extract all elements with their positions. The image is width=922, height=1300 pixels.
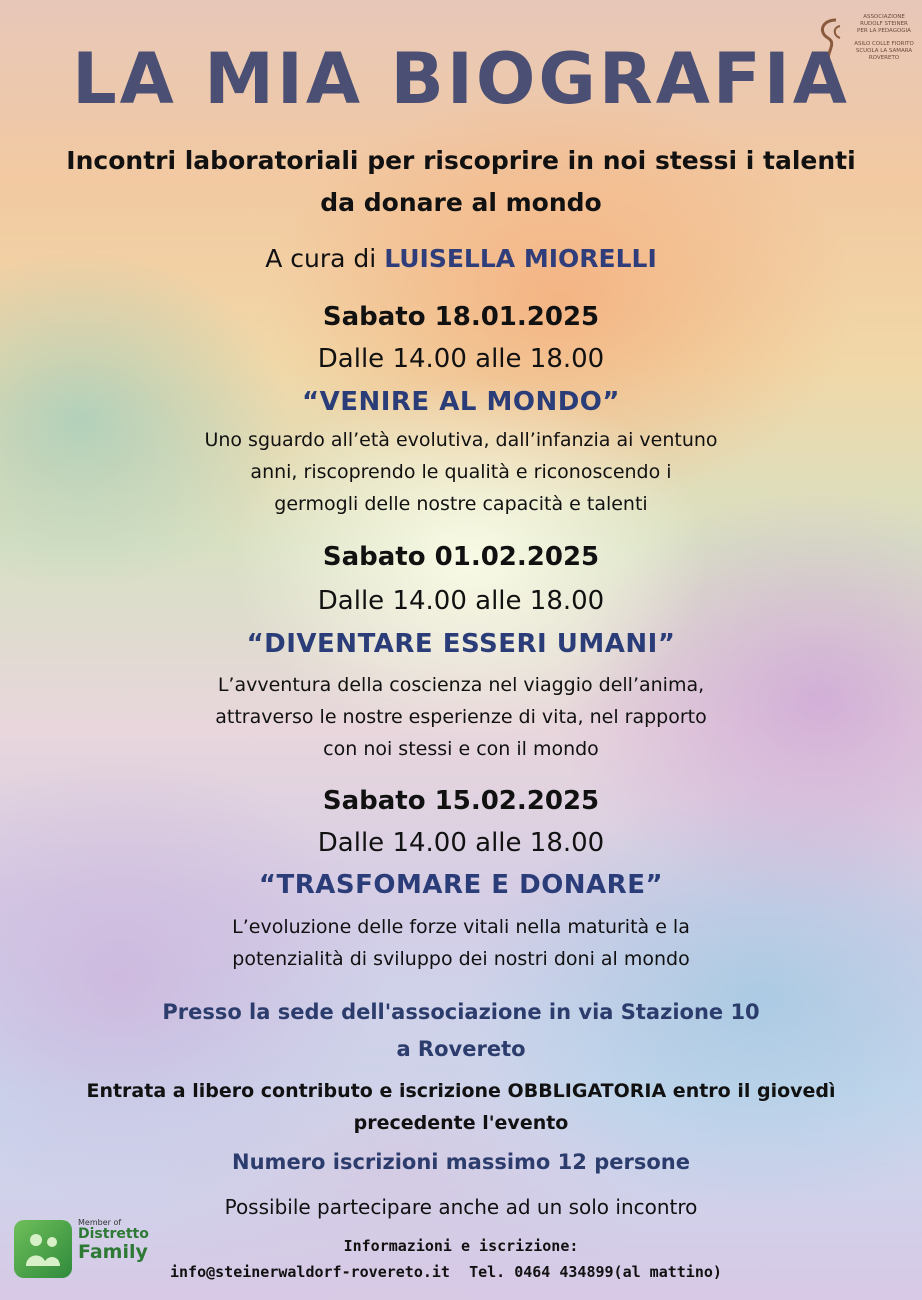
family-member-label: Member of — [78, 1218, 122, 1227]
entry-line: Entrata a libero contributo e iscrizione OBBLIGATORIA entro il giovedì — [86, 1080, 836, 1102]
curator-prefix: A cura di — [265, 244, 377, 273]
logo-line: SCUOLA LA SAMARA — [855, 48, 913, 54]
description-line: germogli delle nostre capacità e talenti — [274, 493, 648, 515]
event-theme: “DIVENTARE ESSERI UMANI” — [246, 629, 676, 659]
distretto-family-logo — [14, 1218, 174, 1282]
family-logo-text — [78, 1218, 149, 1262]
event-description — [0, 669, 922, 765]
description-line: attraverso le nostre esperienze di vita, nel rapporto — [215, 706, 707, 728]
event-theme: “VENIRE AL MONDO” — [302, 387, 620, 417]
subtitle — [0, 140, 922, 224]
entry-line: precedente l'evento — [353, 1112, 569, 1134]
description-line: con noi stessi e con il mondo — [323, 738, 599, 760]
logo-line: RUDOLF STEINER — [860, 21, 908, 27]
logo-line: ROVERETO — [868, 55, 900, 61]
event-date: Sabato 18.01.2025 — [322, 302, 600, 332]
event-date: Sabato 15.02.2025 — [322, 786, 600, 816]
event-time: Dalle 14.00 alle 18.00 — [317, 344, 605, 374]
entry-info — [0, 1075, 922, 1139]
email-link[interactable]: info@steinerwaldorf-rovereto.it — [170, 1263, 450, 1281]
event-time: Dalle 14.00 alle 18.00 — [317, 828, 605, 858]
curator — [0, 244, 922, 273]
logo-line: ASILO COLLE FIORITO — [854, 41, 914, 47]
description-line: L’evoluzione delle forze vitali nella maturità e la — [232, 916, 690, 938]
phone-number: Tel. 0464 434899(al mattino) — [469, 1263, 722, 1281]
page-title: LA MIA BIOGRAFIA — [72, 38, 850, 120]
subtitle-line: da donare al mondo — [320, 188, 602, 217]
event-time: Dalle 14.00 alle 18.00 — [317, 586, 605, 616]
description-line: anni, riscoprendo le qualità e riconoscendo i — [250, 461, 672, 483]
description-line: potenzialità di sviluppo dei nostri doni al mondo — [232, 948, 690, 970]
contact-line — [170, 1262, 890, 1281]
curator-name: LUISELLA MIORELLI — [384, 244, 657, 273]
single-meeting-note: Possibile partecipare anche ad un solo incontro — [224, 1195, 698, 1219]
max-participants: Numero iscrizioni massimo 12 persone — [232, 1150, 690, 1174]
description-line: Uno sguardo all’età evolutiva, dall’infanzia ai ventuno — [204, 429, 718, 451]
location-line: Presso la sede dell'associazione in via Stazione 10 — [162, 1000, 760, 1024]
description-line: L’avventura della coscienza nel viaggio dell’anima, — [217, 674, 705, 696]
subtitle-line: Incontri laboratoriali per riscoprire in noi stessi i talenti — [66, 146, 856, 175]
location — [0, 994, 922, 1068]
info-label: Informazioni e iscrizione: — [343, 1237, 579, 1255]
location-line: a Rovereto — [396, 1037, 526, 1061]
logo-line: PER LA PEDAGOGIA — [857, 28, 911, 34]
logo-line: ASSOCIAZIONE — [863, 14, 905, 20]
event-description — [0, 911, 922, 975]
event-date: Sabato 01.02.2025 — [322, 542, 600, 572]
family-logo-line2: Family — [78, 1241, 148, 1263]
family-logo-line1: Distretto — [78, 1226, 149, 1242]
family-badge-icon — [14, 1220, 72, 1278]
event-theme: “TRASFOMARE E DONARE” — [258, 870, 664, 900]
event-description — [0, 424, 922, 520]
